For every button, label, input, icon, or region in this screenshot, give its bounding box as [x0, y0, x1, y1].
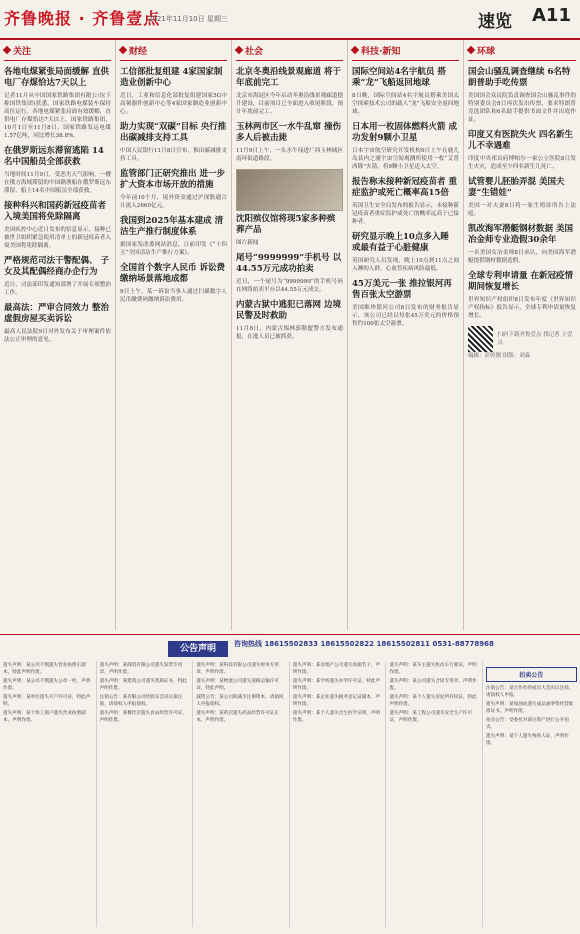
column-label: 环球	[477, 46, 496, 57]
ad-notice: 遗失声明：某公司不慎遗失营业执照正副本，特此声明作废。	[3, 663, 86, 675]
article-body: 近日，司法部印发通知部署了开展专项整治工作。	[4, 282, 111, 296]
article[interactable]	[468, 177, 576, 218]
column-keji	[348, 40, 464, 630]
ad-notice: 遗失声明：某建筑公司遗失资质证书，特此声明作废。	[99, 679, 187, 691]
article-headline[interactable]: 北京冬奥沿线景观廊道 将于年底前完工	[236, 67, 341, 88]
ad-section-title: 公告声明	[168, 641, 228, 657]
article-body: 今年前10个月，境外资金通过沪深股通合计流入2660亿元。	[120, 195, 227, 209]
diamond-icon	[119, 46, 127, 54]
article-body: 北京市海淀区今年启动冬奥沿线景观廊道提升建设，目前项目已全面进入收尾阶段，预计年底前完工。	[236, 93, 343, 115]
article[interactable]	[468, 130, 576, 171]
column-header	[236, 40, 343, 61]
ad-notice: 遗失声明：某工程公司遗失安全生产许可证，声明作废。	[389, 711, 473, 723]
article-headline[interactable]: 我国到2025年基本建成 清洁生产推行制度体系	[120, 216, 224, 237]
ad-notice: 遗失声明：某药店遗失药品经营许可证正本，声明作废。	[196, 711, 279, 723]
article-headline[interactable]: 玉林两市区一水牛乱窜 撞伤多人后被击毙	[236, 122, 341, 143]
ad-notice: 遗失声明：某单位遗失开户许可证，特此声明。	[3, 695, 91, 707]
news-columns	[0, 40, 580, 630]
ad-notice: 遗失声明：某公司遗失合同专用章，声明作废。	[389, 679, 477, 691]
article-headline[interactable]: 助力实现“双碳”目标 央行推出碳减排支持工具	[120, 122, 227, 143]
ad-column	[0, 661, 97, 927]
page-number: A11	[532, 5, 571, 26]
auction-notice-heading: 拍卖公告	[486, 667, 577, 682]
article-body: 中国人民银行11月8日宣布，推出碳减排支持工具。	[120, 148, 227, 162]
article[interactable]	[468, 67, 576, 124]
article-headline[interactable]: 研究显示晚上10点多入睡 或最有益于心脏健康	[352, 232, 449, 253]
article-body: 印度中央邦首府博帕尔一家公立医院8日发生火灾，造成至少四名新生儿死亡。	[468, 156, 576, 170]
article-body: 日本宇宙航空研究开发机构9日上午在鹿儿岛县内之浦宇宙空间观测所使用一枚“艾普西隆”火箭，将9颗小卫星送入太空。	[352, 148, 459, 170]
qr-block	[468, 326, 576, 352]
column-label: 关注	[13, 46, 32, 57]
article-body: 美国一对夫妻8日将一家生殖诊所告上法庭。	[468, 203, 576, 217]
diamond-icon	[3, 46, 11, 54]
diamond-icon	[235, 46, 243, 54]
article-body: 一名美国女冶金师8日承认，向美国海军潜艇提供钢材数据造假。	[468, 250, 576, 264]
article[interactable]	[236, 169, 343, 247]
ad-notice: 减资公告：某公司拟减少注册资本，请债权人申报债权。	[196, 695, 284, 707]
article-headline[interactable]: 严格规范司法干警配偶、 子女及其配偶经商办企行为	[4, 256, 109, 277]
masthead	[0, 0, 580, 40]
ad-notice: 遗失声明：某房地产公司遗失收据若干，声明作废。	[292, 663, 381, 675]
column-guanzhu	[0, 40, 116, 630]
ad-notice: 遗失声明：某商贸有限公司遗失发票专用章，声明作废。	[99, 663, 183, 675]
article[interactable]	[352, 67, 459, 116]
issue-date: 2021年11月10日 星期三	[148, 15, 228, 23]
ad-hotline	[234, 639, 494, 649]
column-label: 财经	[129, 46, 148, 57]
article[interactable]	[4, 201, 111, 250]
column-label: 科技·新知	[361, 46, 401, 57]
article-body: 据国家发改委网站消息，日前印发《“十四五”全国清洁生产推行方案》。	[120, 242, 227, 256]
article-body: 图片新闻	[236, 240, 259, 246]
diamond-icon	[351, 46, 359, 54]
column-label: 社会	[245, 46, 264, 57]
article[interactable]	[120, 169, 227, 210]
article-body: 美国疾控中心近日发布的信息显示，接种已被世卫组织紧急使用清单上的新冠疫苗者入境美国将免除隔离。	[4, 227, 111, 249]
article-body: 11月9日上午，一头水牛闯进广西玉林城区南环街道路段。	[236, 148, 343, 162]
article-headline[interactable]: 报告称未接种新冠疫苗者 重症监护或死亡概率高15倍	[352, 177, 457, 198]
article[interactable]	[352, 177, 459, 226]
ad-notice: 遗失声明：某个体工商户遗失营业执照副本，声明作废。	[3, 711, 86, 723]
article-headline[interactable]: 全球专利申请量 在新冠疫情期间恢复增长	[468, 271, 573, 292]
article-body: 当地时间11月9日，受恶劣天气影响，一艘在俄方海域滞留的中国籍渔船在俄罗斯远东滞留，船上14名中国船员全部获救。	[4, 172, 111, 194]
article[interactable]	[352, 122, 459, 171]
article-headline[interactable]: 国际空间站4名宇航员 搭乘“龙”飞船返回地球	[352, 67, 446, 88]
column-shehui	[232, 40, 348, 630]
article-body: 近日，一个尾号为“9999999”的手机号码在网络拍卖平台以44.55万元成交。	[236, 279, 343, 293]
article-headline[interactable]: 国会山骚乱调查继续 6名特朗普助手吃传票	[468, 67, 571, 88]
article[interactable]	[4, 303, 111, 344]
article[interactable]	[236, 300, 343, 341]
article[interactable]	[352, 232, 459, 273]
article[interactable]	[4, 146, 111, 195]
article-body: 美国维珍银河公司8日发布的财务报告显示，该公司已经以每张45万美元的价格预售约100张太空游票。	[352, 305, 459, 327]
ad-hotline-numbers: 18615502833 18615502822 18615502811 0531-88778968	[264, 640, 494, 648]
ad-notice: 遗失声明：某加油站遗失成品油零售经营批准证书，声明作废。	[485, 702, 574, 714]
article-body: 英国卫生安全局发布的报告显示，未接种新冠疫苗者重症监护或死亡的概率远高于已接种者。	[352, 203, 459, 225]
article-headline[interactable]: 试管婴儿胚胎弄混 美国夫妻“生错娃”	[468, 177, 565, 198]
article-headline[interactable]: 内蒙古狱中逃犯已落网 边境民警及时救助	[236, 300, 341, 321]
article[interactable]	[4, 256, 111, 297]
ad-grid	[0, 661, 580, 927]
ad-column	[290, 661, 387, 927]
news-photo	[236, 169, 343, 211]
ad-notice: 遗失声明：某科技有限公司遗失财务专用章，声明作废。	[196, 663, 279, 675]
article-headline[interactable]: 45万美元一张 推拉银河再售百张太空游票	[352, 279, 452, 300]
article-body: 最高人民法院9日对外发布关于审理案件依法公正审理的意见。	[4, 329, 111, 343]
article-headline[interactable]: 在俄罗斯远东滞留逃陷 14名中国船员全部获救	[4, 146, 104, 167]
article-body: 9日上午，某一诉讼当事人通过扫描数字人民币缴费码缴纳诉讼费用。	[120, 289, 227, 303]
editor-credits: 编辑：彭传刚 组版：刘淼	[468, 353, 531, 359]
article-body: 英国研究人员发现，晚上10点到11点之间入睡的人群，心血管疾病风险最低。	[352, 258, 459, 272]
article-body: 近日，工业和信息化部批复组建国家5G中高频器件创新中心等4家国家制造业创新中心。	[120, 93, 227, 115]
ad-column	[386, 661, 483, 927]
article[interactable]	[120, 122, 227, 163]
section-title: 速览	[478, 12, 512, 32]
article[interactable]	[4, 67, 111, 140]
ad-notice: 遗失声明：某学校遗失办学许可证，特此声明作废。	[292, 679, 381, 691]
column-huanqiu	[464, 40, 580, 630]
ad-notice: 注销公告：某合作社经成员大会决议注销，请债权人申报。	[485, 686, 574, 698]
ad-notice: 遗失声明：某企业遗失税务登记证副本，声明作废。	[292, 695, 381, 707]
ad-notice: 遗失声明：某公司不慎遗失公章一枚，声明作废。	[3, 679, 91, 691]
ad-notice: 遗失声明：某个人遗失出生医学证明，声明作废。	[292, 711, 381, 723]
classified-ads	[0, 634, 580, 934]
column-header	[120, 40, 227, 61]
article[interactable]	[236, 67, 343, 116]
ad-column	[193, 661, 290, 927]
column-header	[352, 40, 459, 61]
ad-notice: 拍卖公告：受委托对部分资产进行公开拍卖。	[485, 718, 569, 730]
ad-notice: 遗失声明：某个人遗失残疾人证，声明作废。	[485, 734, 569, 746]
diamond-icon	[467, 46, 475, 54]
article-body: 8日晚，国际空间站4名宇航员搭乘美国太空探索技术公司的载人“龙”飞船安全返回地球。	[352, 93, 459, 115]
article[interactable]	[120, 67, 227, 116]
column-header	[4, 40, 111, 61]
article[interactable]	[236, 253, 343, 294]
ad-hotline-label: 咨询热线	[234, 640, 262, 648]
article-headline[interactable]: 监管部门正研究推出 进一步扩大资本市场开放的措施	[120, 169, 225, 190]
article-headline[interactable]: 各地电煤紧张局面缓解 直供电厂存煤恰达7天以上	[4, 67, 109, 88]
ad-column	[483, 661, 580, 927]
column-caijing	[116, 40, 232, 630]
article-headline[interactable]: 尾号“9999999”手机号 以44.55万元成功拍卖	[236, 253, 342, 274]
article[interactable]	[468, 224, 576, 265]
article-headline[interactable]: 日本用一枚固体燃料火箭 成功发射9颗小卫星	[352, 122, 457, 143]
article-headline[interactable]: 接种科兴和国药新冠疫苗者 入境美国将免除隔离	[4, 201, 107, 222]
article-headline[interactable]: 工信部批复组建 4家国家制造业创新中心	[120, 67, 223, 88]
column-header	[468, 40, 576, 61]
article[interactable]	[120, 216, 227, 257]
article-headline[interactable]: 全国首个数字人民币 诉讼费缴纳场景落地成都	[120, 263, 225, 284]
article-headline[interactable]: 凯改海军潜艇钢材数据 美国冶金师专业造假30余年	[468, 224, 573, 245]
ad-notice: 注销公告：某有限公司经股东会决议拟注销，请债权人申报债权。	[99, 695, 183, 707]
ad-notice: 遗失声明：某车主遗失机动车行驶证，声明作废。	[389, 663, 477, 675]
article[interactable]	[236, 122, 343, 163]
article[interactable]	[352, 279, 459, 328]
article-headline[interactable]: 最高法：严审合同效力 整治虚假房屋买卖诉讼	[4, 303, 109, 324]
article-body: 11月8日，内蒙古锡林郭勒盟警方发布通报，在逃人员已被抓获。	[236, 326, 343, 340]
article[interactable]	[468, 271, 576, 320]
ad-notice: 遗失声明：某物流公司遗失道路运输许可证，特此声明。	[196, 679, 279, 691]
qr-caption: 扫码下载齐鲁壹点 找记者 上壹点	[497, 332, 573, 346]
qr-code-icon[interactable]	[468, 326, 493, 352]
article-body: 美国国会众议院负责调查国会山骚乱事件的特别委员会8日再次发出传票，要求特朗普竞选团队和6名助手提供书面文件并出庭作证。	[468, 93, 576, 123]
ad-column	[97, 661, 194, 927]
article-body: 记者11月从中国国家铁路集团有限公司(下称国铁集团)获悉，国家铁路电煤装车保持高位运行。各地电煤紧张局面有效缓解，直供电厂存煤恰达7天以上。国家铁路集团，10月1日至11月8日，国家铁路发运电煤1.57亿吨，同比增长38.8%。	[4, 93, 111, 139]
article-headline[interactable]: 沈阳殡仪馆将现5家多种殡葬产品	[236, 214, 336, 235]
ad-notice: 遗失声明：某餐饮店遗失食品经营许可证，声明作废。	[99, 711, 187, 723]
article[interactable]	[120, 263, 227, 304]
article-body: 世界知识产权组织8日发布年度《世界知识产权指标》报告显示，全球专利申请量恢复增长。	[468, 297, 576, 319]
ad-notice: 遗失声明：某个人遗失房屋所有权证，特此声明作废。	[389, 695, 477, 707]
article-headline[interactable]: 印度又有医院失火 四名新生儿不幸遇难	[468, 130, 573, 151]
newspaper-logo: 齐鲁晚报 · 齐鲁壹点	[4, 9, 161, 28]
